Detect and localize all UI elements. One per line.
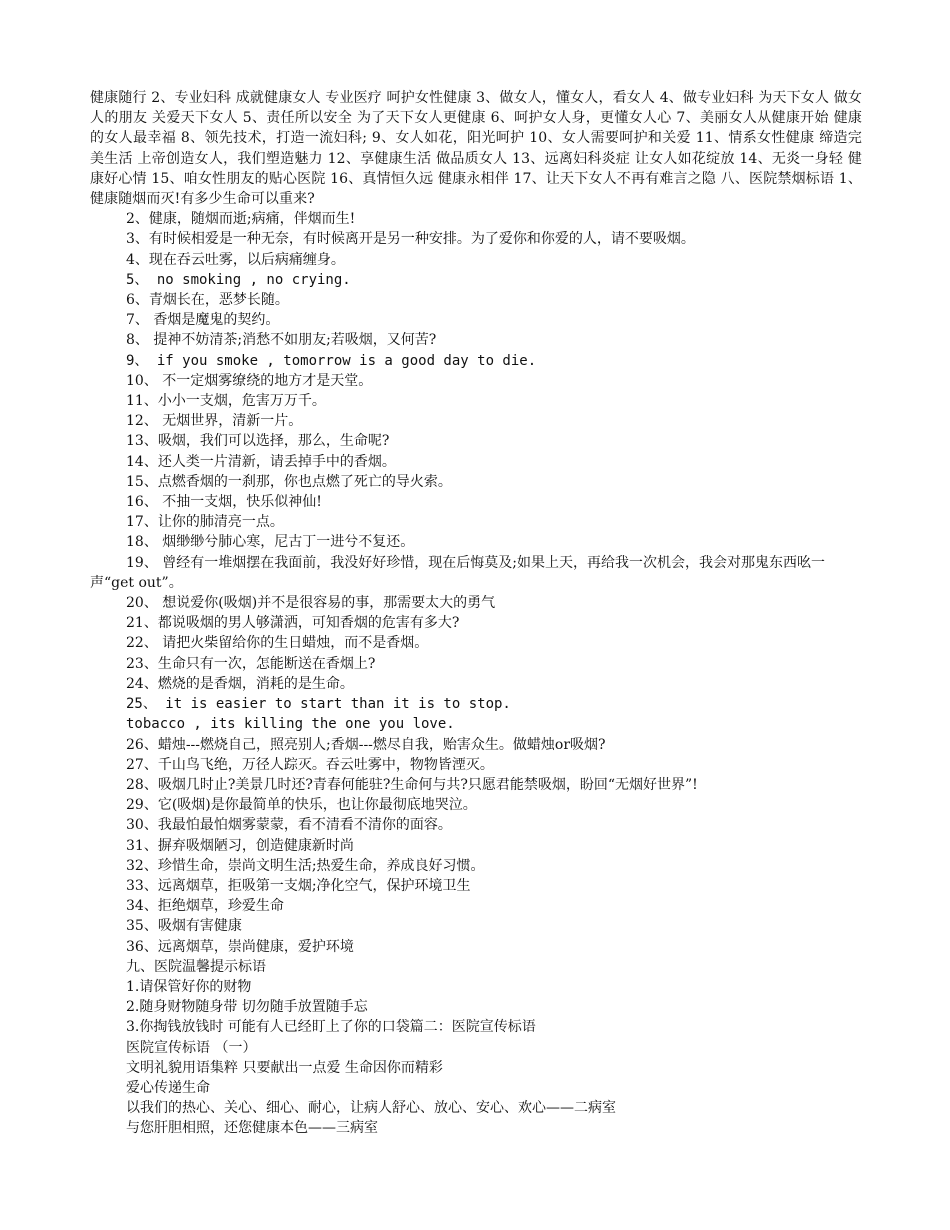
slogan-line: 12、 无烟世界，清新一片。 xyxy=(126,413,303,430)
slogan-line: 15、点燃香烟的一刹那，你也点燃了死亡的导火索。 xyxy=(126,473,452,490)
slogan-line: 30、我最怕最怕烟雾蒙蒙，看不清看不清你的面容。 xyxy=(126,817,452,834)
promo-line: 与您肝胆相照，还您健康本色——三病室 xyxy=(126,1120,378,1137)
slogan-line: 9、 if you smoke , tomorrow is a good day to die. xyxy=(126,352,537,369)
slogan-line: 34、拒绝烟草，珍爱生命 xyxy=(126,898,284,915)
tip-line: 2.随身财物随身带 切勿随手放置随手忘 xyxy=(126,999,368,1016)
slogan-line: tobacco , its killing the one you love. xyxy=(126,716,455,733)
slogan-line: 32、珍惜生命，崇尚文明生活;热爱生命，养成良好习惯。 xyxy=(126,857,485,874)
slogan-line: 13、吸烟，我们可以选择，那么，生命呢? xyxy=(126,433,390,450)
slogan-line: 5、 no smoking , no crying. xyxy=(126,271,351,288)
section-heading: 九、医院温馨提示标语 xyxy=(126,958,266,975)
slogan-line: 11、小小一支烟，危害万万千。 xyxy=(126,393,326,410)
tip-line: 1.请保管好你的财物 xyxy=(126,978,252,995)
slogan-line: 17、让你的肺清亮一点。 xyxy=(126,514,284,531)
slogan-line: 28、吸烟几时止?美景几时还?青春何能驻?生命何与共?只愿君能禁吸烟，盼回“无烟好世界”! xyxy=(126,776,698,793)
opening-paragraph: 健康随行 2、专业妇科 成就健康女人 专业医疗 呵护女性健康 3、做女人，懂女人，看女人 4、做专业妇科 为天下女人 做女人的朋友 关爱天下女人 5、责任所以安全 为了天下女人更健康 6、呵护女人身，更懂女人心 7、美丽女人从健康开始 健康的女人最幸福 8、领先技术，打造一流妇科; 9、女人如花，阳光呵护 10、女人需要呵护和关爱 11、情系女性健康 缔造完美生活 上帝创造女人，我们塑造魅力 12、享健康生活 做品质女人 13、远离妇科炎症 让女人如花绽放 14、无炎一身轻 健康好心情 15、咱女性朋友的贴心医院 16、真情恒久远 健康永相伴 17、让天下女人不再有难言之隐 八、医院禁烟标语 1、健康随烟而灭!有多少生命可以重来? xyxy=(90,90,862,208)
slogan-line: 24、燃烧的是香烟，消耗的是生命。 xyxy=(126,675,354,692)
slogan-line: 33、远离烟草，拒吸第一支烟;净化空气，保护环境卫生 xyxy=(126,877,471,894)
promo-line: 爱心传递生命 xyxy=(126,1079,210,1096)
slogan-line: 36、远离烟草，崇尚健康，爱护环境 xyxy=(126,938,354,955)
slogan-line: 20、 想说爱你(吸烟)并不是很容易的事，那需要太大的勇气 xyxy=(126,595,496,612)
document-body xyxy=(90,88,862,1139)
slogan-line: 21、都说吸烟的男人够潇洒，可知香烟的危害有多大? xyxy=(126,615,460,632)
slogan-line: 2、健康，随烟而逝;病痛，伴烟而生! xyxy=(126,211,356,228)
slogan-line: 4、现在吞云吐雾，以后病痛缠身。 xyxy=(126,251,345,268)
slogan-line: 22、 请把火柴留给你的生日蜡烛，而不是香烟。 xyxy=(126,635,429,652)
slogan-line: 29、它(吸烟)是你最简单的快乐，也让你最彻底地哭泣。 xyxy=(126,797,477,814)
slogan-line: 6、青烟长在，恶梦长随。 xyxy=(126,292,289,309)
slogan-line: 10、 不一定烟雾缭绕的地方才是天堂。 xyxy=(126,372,373,389)
slogan-line: 3、有时候相爱是一种无奈，有时候离开是另一种安排。为了爱你和你爱的人，请不要吸烟。 xyxy=(126,231,695,248)
slogan-line: 19、 曾经有一堆烟摆在我面前，我没好好珍惜，现在后悔莫及;如果上天，再给我一次机会，我会对那鬼东西吆一声“get out”。 xyxy=(90,554,825,591)
slogan-line: 18、 烟缈缈兮肺心寒，尼古丁一进兮不复还。 xyxy=(126,534,415,551)
slogan-line: 23、生命只有一次，怎能断送在香烟上? xyxy=(126,655,376,672)
slogan-line: 25、 it is easier to start than it is to stop. xyxy=(126,696,511,713)
slogan-line: 16、 不抽一支烟，快乐似神仙! xyxy=(126,494,322,511)
slogan-line: 27、千山鸟飞绝，万径人踪灭。吞云吐雾中，物物皆湮灭。 xyxy=(126,756,494,773)
slogan-line: 26、蜡烛---燃烧自己，照亮别人;香烟---燃尽自我，贻害众生。做蜡烛or吸烟? xyxy=(126,736,606,753)
slogan-line: 35、吸烟有害健康 xyxy=(126,918,242,935)
section-heading: 医院宣传标语 （一） xyxy=(126,1039,257,1056)
promo-line: 文明礼貌用语集粹 只要献出一点爱 生命因你而精彩 xyxy=(126,1059,443,1076)
slogan-line: 14、还人类一片清新，请丢掉手中的香烟。 xyxy=(126,453,396,470)
slogan-line: 7、 香烟是魔鬼的契约。 xyxy=(126,312,280,329)
tip-line: 3.你掏钱放钱时 可能有人已经盯上了你的口袋篇二：医院宣传标语 xyxy=(126,1019,536,1036)
promo-line: 以我们的热心、关心、细心、耐心，让病人舒心、放心、安心、欢心——二病室 xyxy=(126,1100,616,1117)
slogan-line: 31、摒弃吸烟陋习，创造健康新时尚 xyxy=(126,837,354,854)
slogan-line: 8、 提神不妨清茶;消愁不如朋友;若吸烟，又何苦? xyxy=(126,332,437,349)
